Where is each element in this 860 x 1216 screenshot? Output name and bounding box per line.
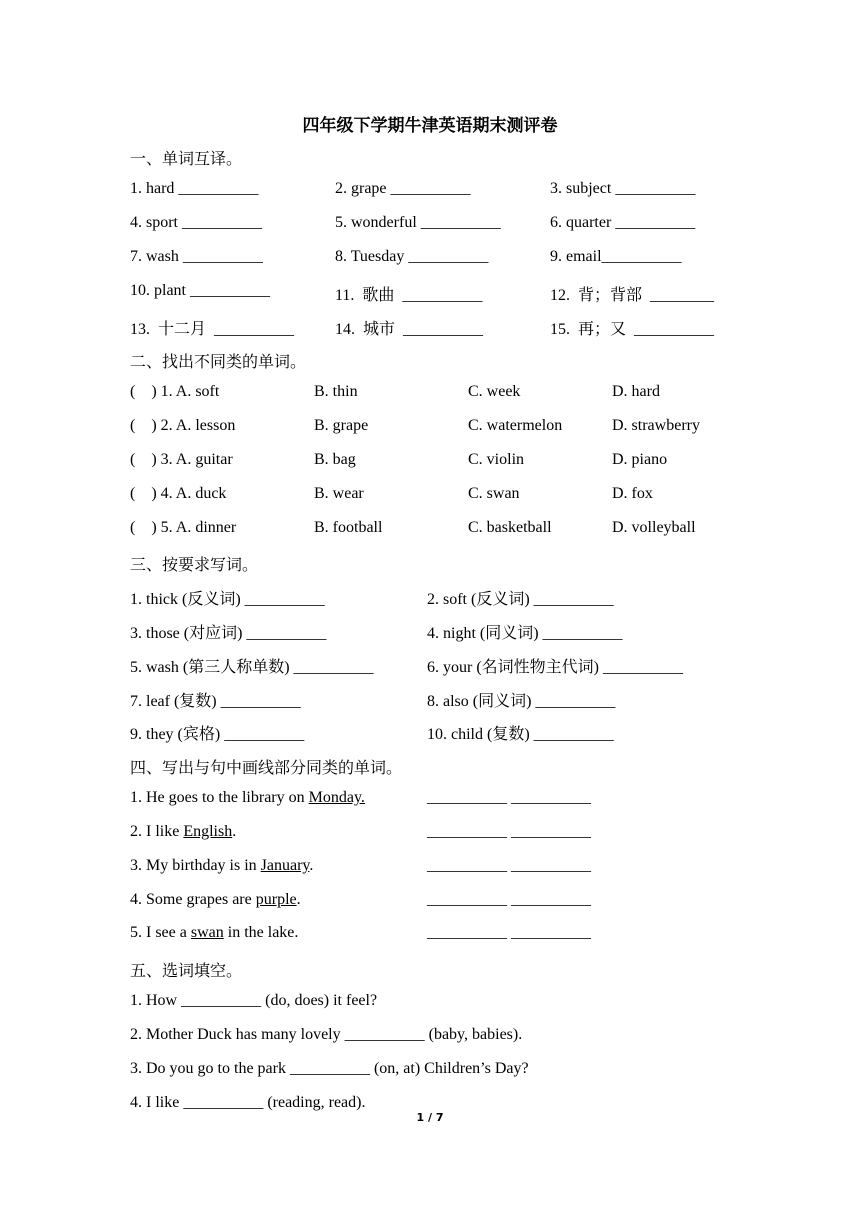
section1-row	[0, 248, 860, 272]
item: 3. those (对应词) __________	[130, 625, 327, 642]
item: 13. 十二月 __________	[130, 321, 295, 338]
section2-row	[0, 417, 860, 441]
sentence-text: 5. I see a	[130, 924, 191, 941]
option-c: C. violin	[468, 451, 525, 468]
option-c: C. basketball	[468, 519, 552, 536]
underlined-word: English	[183, 823, 233, 840]
option-b: B. wear	[314, 485, 364, 502]
section2-row	[0, 383, 860, 407]
sentence	[130, 789, 365, 807]
item: 11. 歌曲 __________	[335, 287, 483, 304]
option-b: B. thin	[314, 383, 358, 400]
sentence-text: 4. Some grapes are	[130, 891, 256, 908]
answer-blanks: __________ __________	[427, 823, 591, 840]
item: 15. 再；又 __________	[550, 321, 715, 338]
answer-blanks: __________ __________	[427, 857, 591, 874]
section1-row	[0, 282, 860, 306]
item: 10. plant __________	[130, 282, 270, 299]
section1-row	[0, 316, 860, 340]
section4-row	[0, 924, 860, 948]
underlined-word: Monday.	[308, 789, 365, 806]
item: 6. quarter __________	[550, 214, 696, 231]
section4-row	[0, 891, 860, 915]
option-a: ( ) 5. A. dinner	[130, 519, 237, 536]
sentence-text: 3. My birthday is in	[130, 857, 261, 874]
section2-heading: 二、找出不同类的单词。	[130, 352, 307, 371]
section1-heading: 一、单词互译。	[130, 149, 243, 168]
item: 4. sport __________	[130, 214, 262, 231]
sentence: 2. Mother Duck has many lovely __________ (baby, babies).	[130, 1026, 523, 1043]
item: 8. Tuesday __________	[335, 248, 489, 265]
sentence	[130, 924, 298, 942]
item: 1. hard __________	[130, 180, 259, 197]
underlined-word: January	[260, 857, 310, 874]
section2-row	[0, 485, 860, 509]
section5-row	[0, 1026, 860, 1050]
option-b: B. bag	[314, 451, 356, 468]
section4-row	[0, 789, 860, 813]
option-c: C. swan	[468, 485, 520, 502]
option-d: D. strawberry	[612, 417, 700, 434]
sentence: 1. How __________ (do, does) it feel?	[130, 992, 378, 1009]
section3-row	[0, 586, 860, 610]
sentence	[130, 857, 313, 875]
sentence-text: 1. He goes to the library on	[130, 789, 309, 806]
page-number: 1 / 7	[416, 1111, 444, 1124]
section1-row	[0, 214, 860, 238]
section3-row	[0, 688, 860, 712]
section3-heading: 三、按要求写词。	[130, 555, 259, 574]
item: 5. wash (第三人称单数) __________	[130, 659, 374, 676]
option-d: D. volleyball	[612, 519, 696, 536]
sentence-text: .	[232, 823, 237, 840]
page-title: 四年级下学期牛津英语期末测评卷	[302, 116, 558, 136]
item: 12. 背；背部 ________	[550, 287, 715, 304]
option-a: ( ) 1. A. soft	[130, 383, 220, 400]
sentence-text: .	[296, 891, 301, 908]
section5-row	[0, 1060, 860, 1084]
item: 2. grape __________	[335, 180, 471, 197]
item: 5. wonderful __________	[335, 214, 501, 231]
section4-row	[0, 857, 860, 881]
sentence: 4. I like __________ (reading, read).	[130, 1094, 366, 1111]
option-c: C. watermelon	[468, 417, 563, 434]
section3-row	[0, 620, 860, 644]
item: 14. 城市 __________	[335, 321, 484, 338]
item: 9. email__________	[550, 248, 682, 265]
item: 2. soft (反义词) __________	[427, 591, 614, 608]
item: 3. subject __________	[550, 180, 696, 197]
item: 7. leaf (复数) __________	[130, 693, 301, 710]
item: 7. wash __________	[130, 248, 263, 265]
section2-row	[0, 519, 860, 543]
sentence-text: in the lake.	[223, 924, 299, 941]
option-d: D. hard	[612, 383, 660, 400]
section3-row	[0, 654, 860, 678]
option-c: C. week	[468, 383, 521, 400]
option-a: ( ) 4. A. duck	[130, 485, 227, 502]
answer-blanks: __________ __________	[427, 891, 591, 908]
section3-row	[0, 721, 860, 745]
sentence-text: .	[309, 857, 314, 874]
section4-row	[0, 823, 860, 847]
sentence: 3. Do you go to the park __________ (on, at) Children’s Day?	[130, 1060, 529, 1077]
item: 4. night (同义词) __________	[427, 625, 623, 642]
option-d: D. fox	[612, 485, 653, 502]
option-b: B. football	[314, 519, 383, 536]
item: 6. your (名词性物主代词) __________	[427, 659, 683, 676]
sentence	[130, 823, 236, 841]
answer-blanks: __________ __________	[427, 789, 591, 806]
sentence	[130, 891, 301, 909]
item: 1. thick (反义词) __________	[130, 591, 325, 608]
answer-blanks: __________ __________	[427, 924, 591, 941]
section2-row	[0, 451, 860, 475]
option-a: ( ) 2. A. lesson	[130, 417, 236, 434]
section4-heading: 四、写出与句中画线部分同类的单词。	[130, 758, 403, 777]
option-d: D. piano	[612, 451, 668, 468]
sentence-text: 2. I like	[130, 823, 184, 840]
section5-heading: 五、选词填空。	[130, 961, 243, 980]
item: 10. child (复数) __________	[427, 726, 614, 743]
underlined-word: purple	[255, 891, 297, 908]
section5-row	[0, 992, 860, 1016]
section1-row	[0, 180, 860, 204]
option-a: ( ) 3. A. guitar	[130, 451, 233, 468]
item: 8. also (同义词) __________	[427, 693, 616, 710]
item: 9. they (宾格) __________	[130, 726, 305, 743]
underlined-word: swan	[190, 924, 224, 941]
option-b: B. grape	[314, 417, 369, 434]
